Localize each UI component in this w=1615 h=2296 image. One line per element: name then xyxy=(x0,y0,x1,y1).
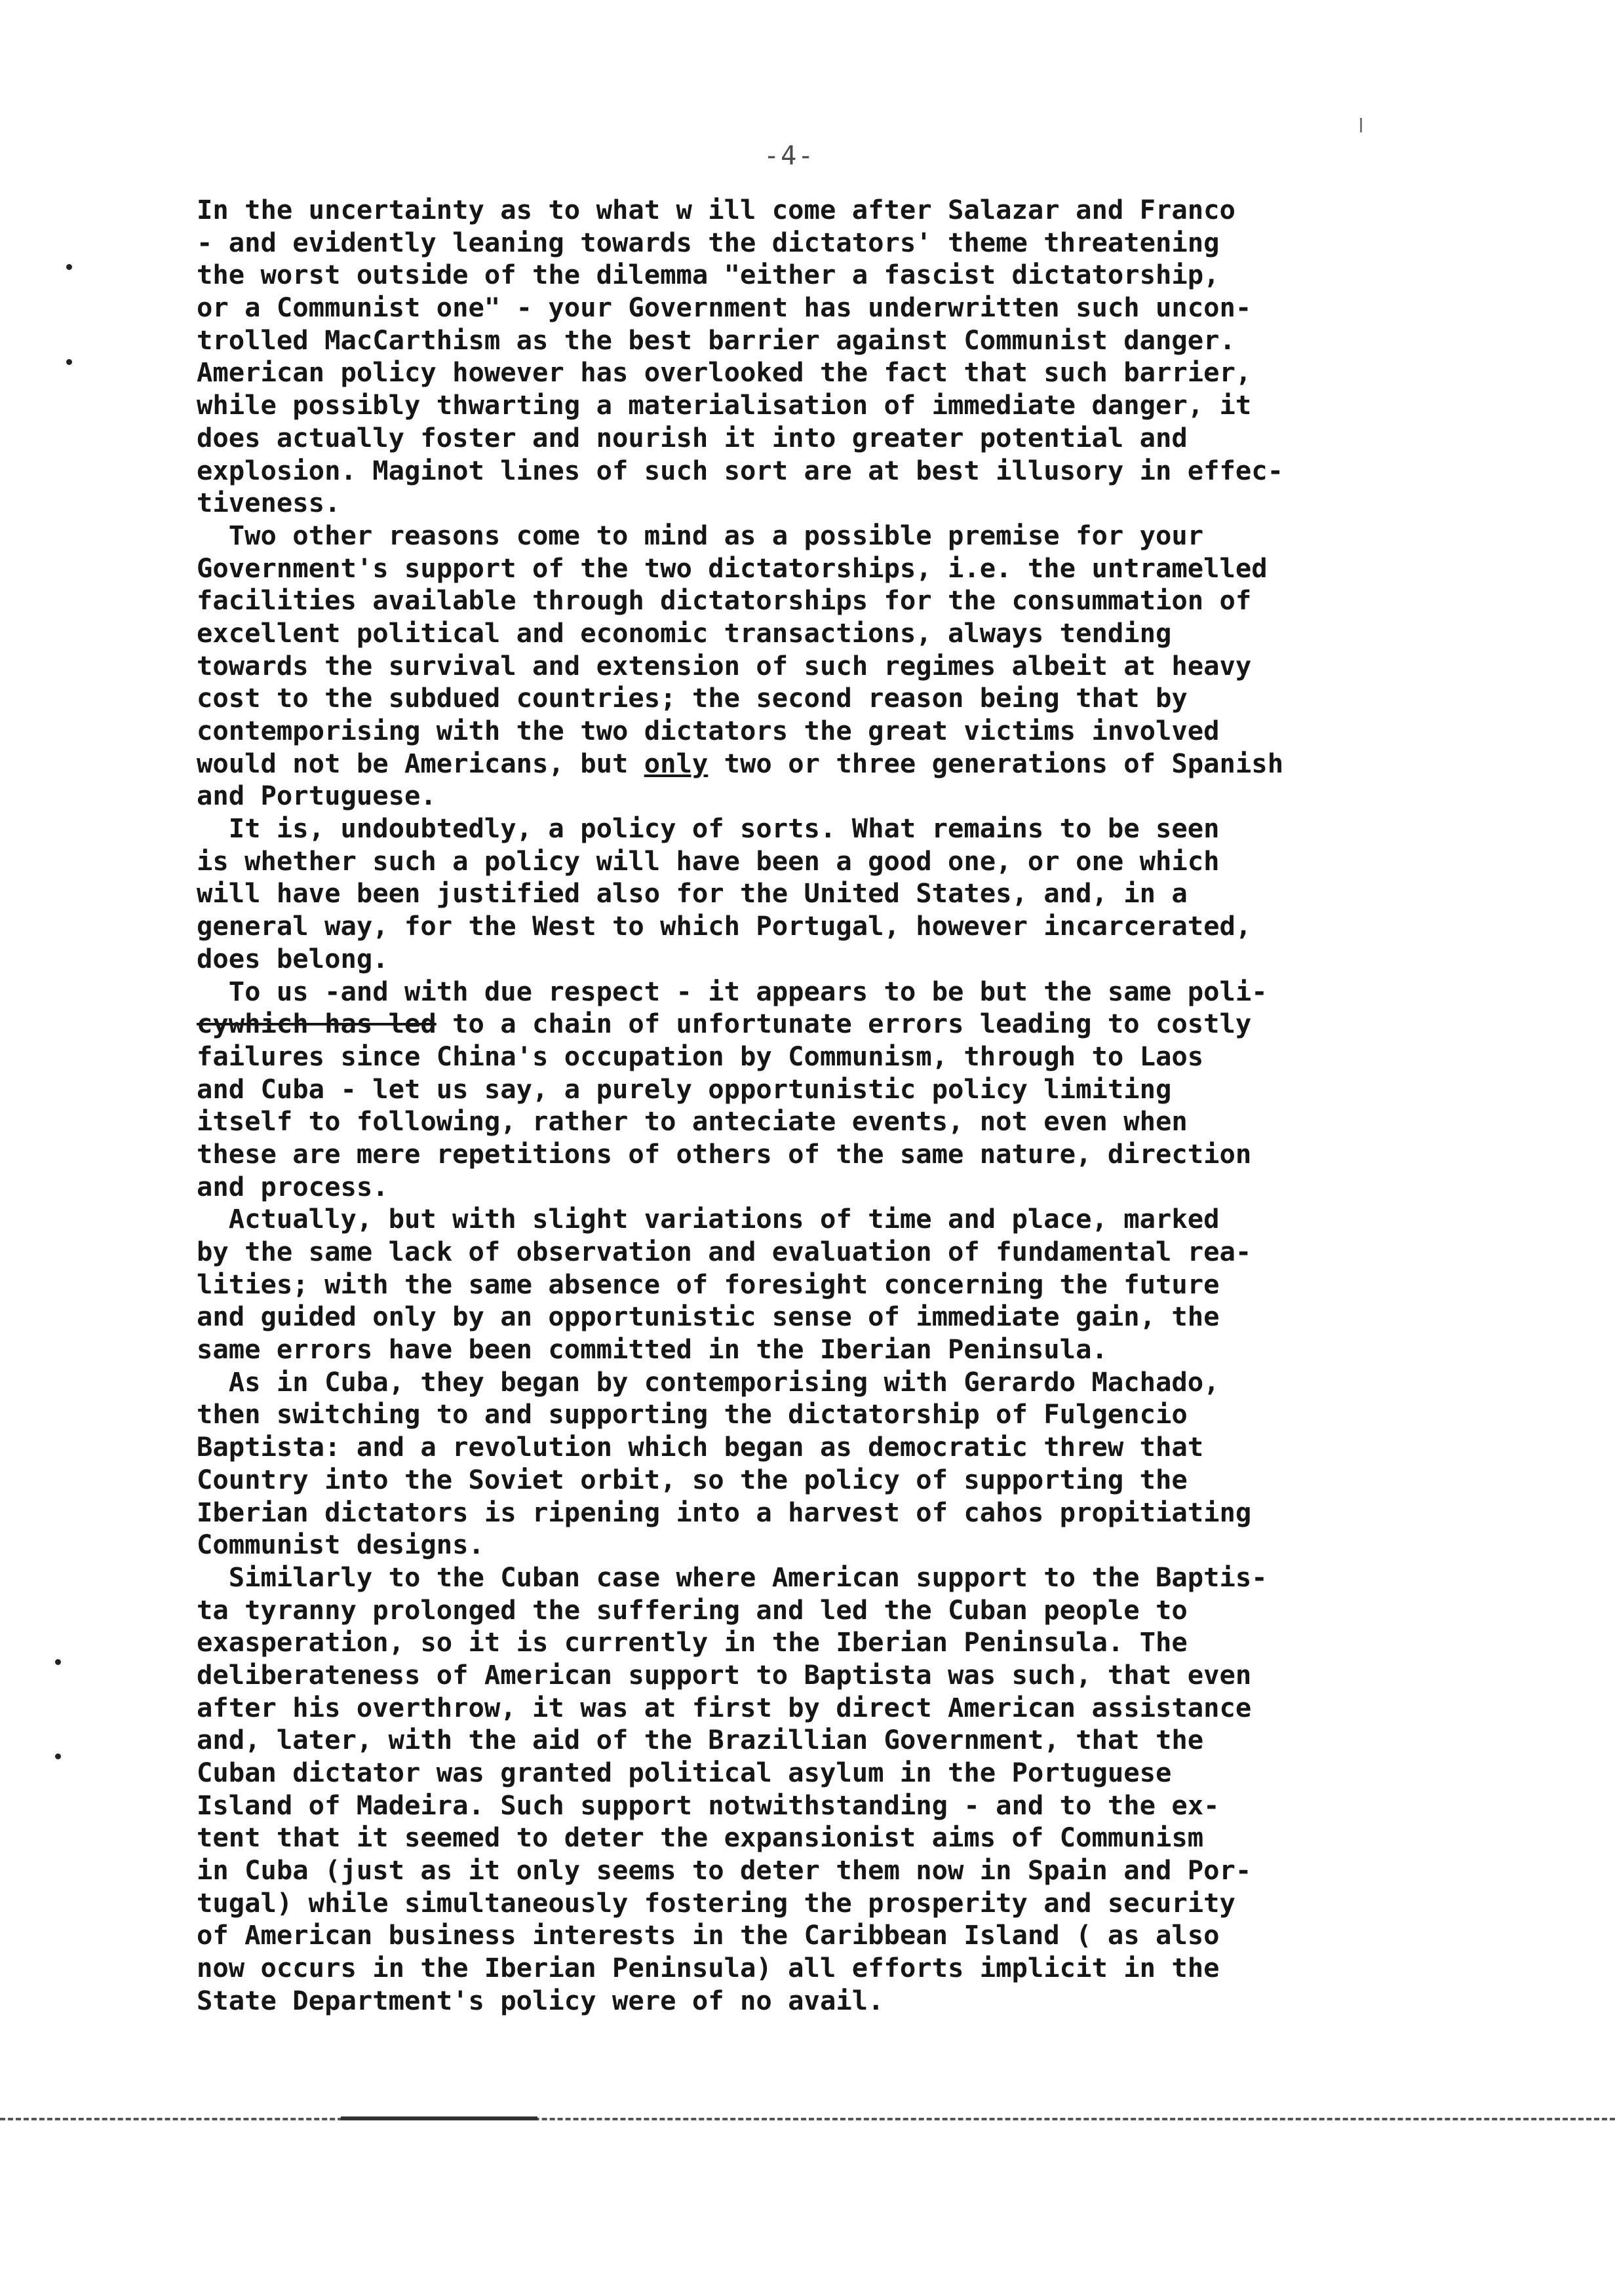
text-line xyxy=(197,1594,1508,1627)
binder-hole-mark xyxy=(66,264,72,270)
text-segment: - and evidently leaning towards the dictators' theme threatening xyxy=(197,226,1220,258)
binder-hole-mark xyxy=(55,1753,61,1759)
text-segment: or a Communist one" - your Government has underwritten such uncon- xyxy=(197,292,1252,324)
paragraph xyxy=(197,194,1508,520)
text-segment: and process. xyxy=(197,1170,389,1202)
text-line xyxy=(197,1333,1508,1366)
text-line xyxy=(197,1073,1508,1106)
text-line xyxy=(197,292,1508,324)
text-line xyxy=(197,1171,1508,1204)
text-segment: contemporising with the two dictators the great victims involved xyxy=(197,715,1220,746)
text-line xyxy=(197,1464,1508,1497)
text-line xyxy=(197,389,1508,422)
text-segment: towards the survival and extension of such regimes albeit at heavy xyxy=(197,649,1252,681)
text-line xyxy=(197,845,1508,878)
text-line xyxy=(197,356,1508,389)
text-segment: itself to following, rather to anteciate events, not even when xyxy=(197,1105,1188,1138)
text-segment: will have been justified also for the United States, and, in a xyxy=(197,877,1188,909)
text-line xyxy=(197,1919,1508,1952)
paragraph xyxy=(197,1366,1508,1561)
text-line xyxy=(197,1854,1508,1887)
text-segment: same errors have been committed in the Iberian Peninsula. xyxy=(197,1333,1108,1366)
text-segment: lities; with the same absence of foresight concerning the future xyxy=(197,1268,1220,1300)
text-line xyxy=(197,1659,1508,1692)
margin-mark xyxy=(1360,118,1362,132)
bottom-rule xyxy=(0,2118,1615,2120)
binder-hole-mark xyxy=(55,1659,61,1665)
text-segment: Island of Madeira. Such support notwithstanding - and to the ex- xyxy=(197,1789,1220,1821)
text-segment: Government's support of the two dictatorships, i.e. the untramelled xyxy=(197,552,1268,584)
text-segment: to a chain of unfortunate errors leading to costly xyxy=(436,1008,1252,1040)
text-segment: cost to the subdued countries; the second reason being that by xyxy=(197,682,1188,714)
text-line xyxy=(197,1301,1508,1333)
letter-body xyxy=(197,194,1508,2018)
text-segment: only xyxy=(644,747,709,779)
text-segment: then switching to and supporting the dictatorship of Fulgencio xyxy=(197,1398,1188,1430)
text-line xyxy=(197,1497,1508,1529)
text-line xyxy=(197,1041,1508,1073)
paragraph xyxy=(197,976,1508,1204)
text-segment: cywhich has led xyxy=(197,1008,437,1040)
text-line xyxy=(197,1692,1508,1725)
text-segment: in Cuba (just as it only seems to deter them now in Spain and Por- xyxy=(197,1854,1252,1886)
text-line xyxy=(197,976,1508,1008)
text-line xyxy=(197,943,1508,976)
page-number: -4- xyxy=(764,141,815,171)
text-segment: two or three generations of Spanish xyxy=(708,747,1284,779)
binder-hole-mark xyxy=(66,359,72,365)
text-line xyxy=(197,520,1508,552)
text-line xyxy=(197,1203,1508,1236)
text-line xyxy=(197,650,1508,683)
text-line xyxy=(197,877,1508,910)
text-line xyxy=(197,422,1508,455)
text-line xyxy=(197,748,1508,780)
text-segment: by the same lack of observation and evaluation of fundamental rea- xyxy=(197,1236,1252,1267)
text-line xyxy=(197,780,1508,813)
text-line xyxy=(197,813,1508,845)
paragraph xyxy=(197,1561,1508,2018)
text-segment: trolled MacCarthism as the best barrier against Communist danger. xyxy=(197,324,1236,356)
text-line xyxy=(197,682,1508,715)
text-line xyxy=(197,1236,1508,1269)
text-line xyxy=(197,584,1508,617)
text-segment: while possibly thwarting a materialisation of immediate danger, it xyxy=(197,389,1252,421)
text-line xyxy=(197,1985,1508,2018)
paragraph xyxy=(197,520,1508,813)
text-segment: It is, undoubtedly, a policy of sorts. What remains to be seen xyxy=(197,813,1220,845)
text-line xyxy=(197,227,1508,259)
text-line xyxy=(197,552,1508,585)
text-segment: excellent political and economic transactions, always tending xyxy=(197,617,1172,649)
text-segment: ta tyranny prolonged the suffering and led the Cuban people to xyxy=(197,1594,1188,1626)
text-line xyxy=(197,1952,1508,1985)
text-segment: tiveness. xyxy=(197,487,341,519)
text-segment: Actually, but with slight variations of time and place, marked xyxy=(197,1203,1220,1235)
text-segment: American policy however has overlooked the fact that such barrier, xyxy=(197,356,1252,389)
text-segment: Iberian dictators is ripening into a harvest of cahos propitiating xyxy=(197,1496,1252,1528)
text-line xyxy=(197,1008,1508,1041)
text-line xyxy=(197,617,1508,650)
text-segment: and Cuba - let us say, a purely opportunistic policy limiting xyxy=(197,1073,1172,1105)
text-segment: facilities available through dictatorships for the consummation of xyxy=(197,584,1252,617)
text-line xyxy=(197,487,1508,520)
text-line xyxy=(197,455,1508,488)
text-segment: and, later, with the aid of the Brazillian Government, that the xyxy=(197,1724,1204,1756)
text-segment: As in Cuba, they began by contemporising with Gerardo Machado, xyxy=(197,1366,1220,1398)
text-line xyxy=(197,1757,1508,1789)
text-line xyxy=(197,1431,1508,1464)
text-segment: State Department's policy were of no avail. xyxy=(197,1984,884,2016)
text-line xyxy=(197,194,1508,227)
text-line xyxy=(197,1398,1508,1431)
text-segment: does belong. xyxy=(197,942,389,974)
text-line xyxy=(197,910,1508,943)
text-line xyxy=(197,1105,1508,1138)
text-segment: general way, for the West to which Portugal, however incarcerated, xyxy=(197,910,1252,942)
text-segment: does actually foster and nourish it into greater potential and xyxy=(197,421,1188,453)
text-segment: Country into the Soviet orbit, so the policy of supporting the xyxy=(197,1463,1188,1495)
text-line xyxy=(197,1626,1508,1659)
text-line xyxy=(197,259,1508,292)
text-line xyxy=(197,1724,1508,1757)
text-segment: To us -and with due respect - it appears to be but the same poli- xyxy=(197,975,1268,1007)
text-segment: tent that it seemed to deter the expansionist aims of Communism xyxy=(197,1822,1204,1854)
text-segment: Communist designs. xyxy=(197,1529,484,1561)
text-line xyxy=(197,324,1508,357)
text-segment: of American business interests in the Caribbean Island ( as also xyxy=(197,1919,1220,1951)
text-segment: would not be Americans, but xyxy=(197,747,644,779)
text-segment: Similarly to the Cuban case where American support to the Baptis- xyxy=(197,1561,1268,1593)
bottom-rule-segment xyxy=(341,2116,537,2120)
text-line xyxy=(197,1887,1508,1920)
text-line xyxy=(197,1561,1508,1594)
text-segment: Two other reasons come to mind as a possible premise for your xyxy=(197,519,1204,551)
paragraph xyxy=(197,1203,1508,1366)
text-segment: Cuban dictator was granted political asylum in the Portuguese xyxy=(197,1757,1172,1788)
text-segment: the worst outside of the dilemma "either a fascist dictatorship, xyxy=(197,259,1220,291)
text-segment: exasperation, so it is currently in the Iberian Peninsula. The xyxy=(197,1626,1188,1658)
text-segment: In the uncertainty as to what w ill come after Salazar and Franco xyxy=(197,194,1236,225)
text-segment: Baptista: and a revolution which began as democratic threw that xyxy=(197,1431,1204,1463)
text-segment: after his overthrow, it was at first by direct American assistance xyxy=(197,1691,1252,1723)
text-line xyxy=(197,1269,1508,1301)
paragraph xyxy=(197,813,1508,975)
text-line xyxy=(197,1529,1508,1561)
text-segment: tugal) while simultaneously fostering the prosperity and security xyxy=(197,1886,1236,1919)
text-segment: and Portuguese. xyxy=(197,780,437,812)
text-line xyxy=(197,1789,1508,1822)
text-segment: now occurs in the Iberian Peninsula) all efforts implicit in the xyxy=(197,1952,1220,1984)
text-segment: explosion. Maginot lines of such sort are at best illusory in effec- xyxy=(197,454,1284,486)
text-segment: failures since China's occupation by Communism, through to Laos xyxy=(197,1040,1204,1072)
text-segment: is whether such a policy will have been a good one, or one which xyxy=(197,845,1220,877)
text-segment: these are mere repetitions of others of the same nature, direction xyxy=(197,1138,1252,1170)
text-segment: deliberateness of American support to Baptista was such, that even xyxy=(197,1658,1252,1691)
text-line xyxy=(197,1138,1508,1171)
text-line xyxy=(197,1366,1508,1399)
text-line xyxy=(197,715,1508,748)
text-line xyxy=(197,1822,1508,1854)
text-segment: and guided only by an opportunistic sense of immediate gain, the xyxy=(197,1301,1220,1333)
